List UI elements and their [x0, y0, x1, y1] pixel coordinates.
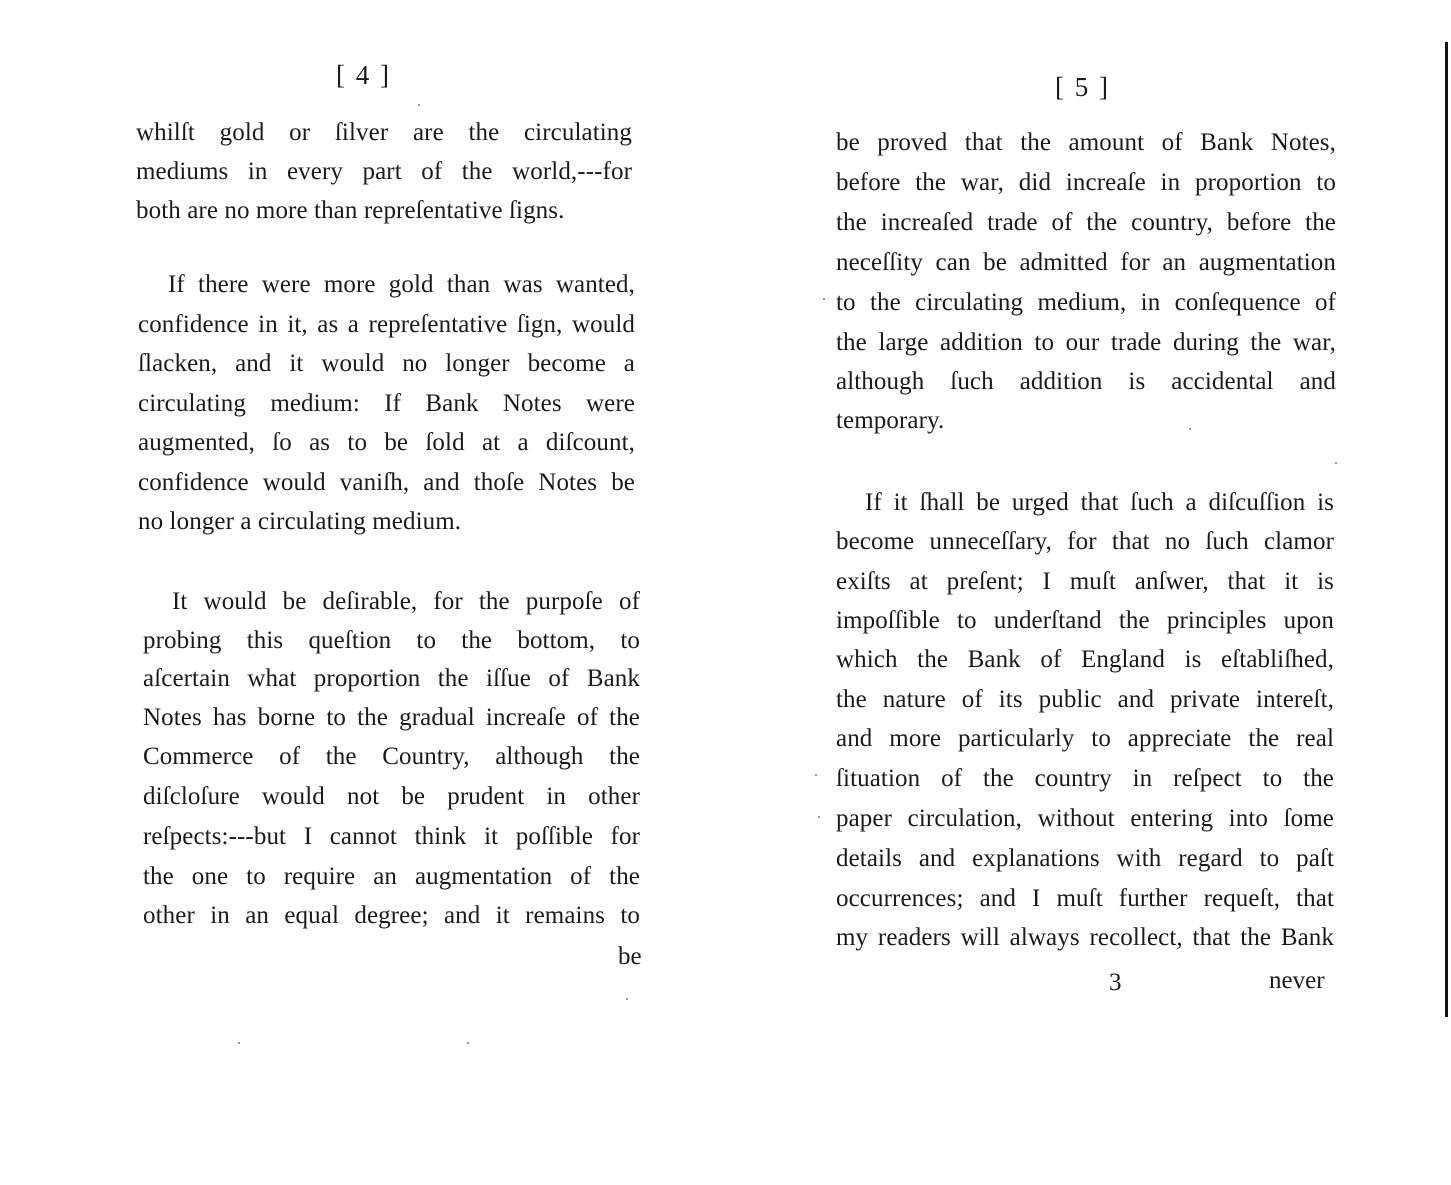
text-line: neceſſity can be admitted for an augmentation — [836, 249, 1336, 276]
text-line: the one to require an augmentation of the — [143, 863, 640, 890]
paper-speck — [815, 774, 817, 776]
page-number-header: [ 4 ] — [336, 60, 391, 90]
paper-speck — [818, 816, 820, 818]
text-line: no longer a circulating medium. — [138, 508, 462, 535]
paper-speck — [1189, 428, 1191, 430]
text-line: ſlacken, and it would no longer become a — [138, 350, 635, 377]
signature-mark: 3 — [1109, 969, 1122, 996]
text-line: If there were more gold than was wanted, — [168, 271, 635, 298]
right-page — [725, 0, 1451, 1185]
page-number-header: [ 5 ] — [1055, 72, 1110, 102]
text-line: probing this queſtion to the bottom, to — [143, 627, 640, 654]
text-line: occurrences; and I muſt further requeſt, that — [836, 885, 1334, 912]
text-line: If it ſhall be urged that ſuch a diſcuſſion is — [865, 489, 1334, 516]
paper-speck — [1335, 462, 1337, 464]
text-line: reſpects:---but I cannot think it poſſible for — [143, 823, 640, 850]
text-line: which the Bank of England is eſtabliſhed, — [836, 646, 1334, 673]
text-line: details and explanations with regard to paſt — [836, 845, 1334, 872]
text-line: temporary. — [836, 407, 945, 434]
text-line: become unneceſſary, for that no ſuch clamor — [836, 528, 1334, 555]
catchword: never — [1269, 967, 1325, 994]
text-line: Notes has borne to the gradual increaſe of the — [143, 704, 640, 731]
text-line: aſcertain what proportion the iſſue of Bank — [143, 665, 640, 692]
text-line: circulating medium: If Bank Notes were — [138, 390, 635, 417]
paper-speck — [467, 1042, 469, 1044]
text-line: before the war, did increaſe in proportion to — [836, 169, 1336, 196]
text-line: mediums in every part of the world,---for — [136, 158, 632, 185]
text-line: the increaſed trade of the country, before the — [836, 209, 1336, 236]
text-line: exiſts at preſent; I muſt anſwer, that it is — [836, 568, 1334, 595]
text-line: the nature of its public and private intereſt, — [836, 686, 1334, 713]
text-line: whilſt gold or ſilver are the circulating — [136, 119, 632, 146]
paper-speck — [418, 104, 420, 106]
text-line: Commerce of the Country, although the — [143, 743, 640, 770]
text-line: impoſſible to underſtand the principles upon — [836, 607, 1334, 634]
paper-speck — [823, 298, 825, 300]
paper-speck — [626, 998, 628, 1000]
paper-speck — [238, 1042, 240, 1044]
text-line: and more particularly to appreciate the real — [836, 725, 1334, 752]
text-line: other in an equal degree; and it remains to — [143, 902, 640, 929]
left-page — [0, 0, 725, 1185]
text-line: confidence would vaniſh, and thoſe Notes be — [138, 469, 635, 496]
text-line: It would be deſirable, for the purpoſe of — [172, 588, 640, 615]
text-line: confidence in it, as a repreſentative ſign, would — [138, 311, 635, 338]
text-line: ſituation of the country in reſpect to the — [836, 765, 1334, 792]
text-line: both are no more than repreſentative ſigns. — [136, 197, 565, 224]
text-line: to the circulating medium, in conſequence of — [836, 289, 1336, 316]
text-line: be proved that the amount of Bank Notes, — [836, 129, 1336, 156]
catchword: be — [618, 943, 642, 970]
text-line: diſcloſure would not be prudent in other — [143, 783, 640, 810]
text-line: my readers will always recollect, that the Bank — [836, 924, 1334, 951]
page-edge-shadow — [1445, 42, 1448, 1017]
text-line: augmented, ſo as to be ſold at a diſcount, — [138, 429, 635, 456]
text-line: paper circulation, without entering into ſome — [836, 805, 1334, 832]
text-line: the large addition to our trade during the war, — [836, 329, 1336, 356]
text-line: although ſuch addition is accidental and — [836, 368, 1336, 395]
